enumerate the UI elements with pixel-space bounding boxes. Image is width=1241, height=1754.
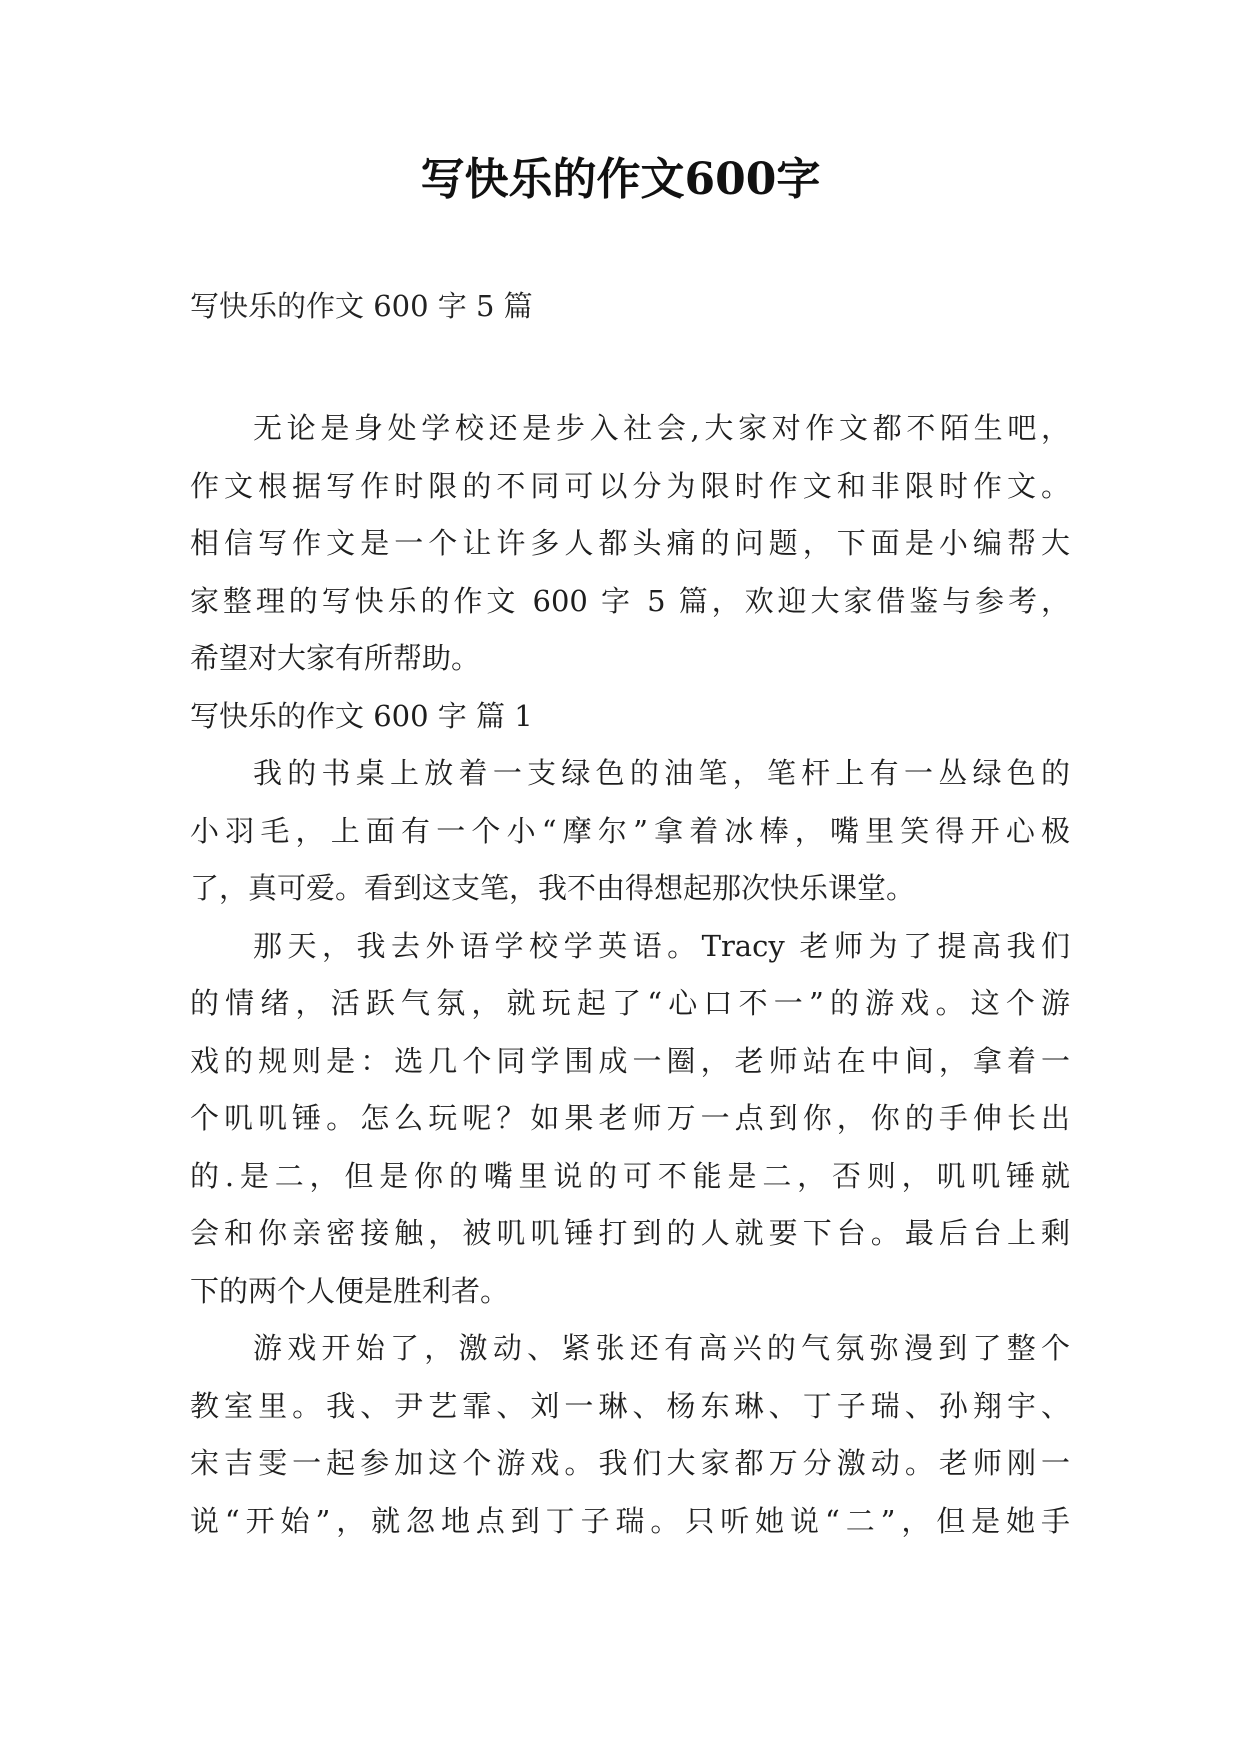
body-line: 下的两个人便是胜利者。 (190, 1273, 510, 1308)
document-subtitle: 写快乐的作文 600 字 5 篇 (190, 289, 533, 323)
body-line: 写快乐的作文 600 字 篇 1 (190, 698, 533, 733)
body-line: 家整理的写快乐的作文 600 字 5 篇，欢迎大家借鉴与参考， (190, 583, 1070, 618)
body-line: 小羽毛，上面有一个小“摩尔”拿着冰棒，嘴里笑得开心极 (190, 813, 1070, 848)
body-line: 说“开始”，就忽地点到丁子瑞。只听她说“二”，但是她手 (190, 1503, 1070, 1538)
body-line: 宋吉雯一起参加这个游戏。我们大家都万分激动。老师刚一 (190, 1446, 1070, 1480)
body-line: 了，真可爱。看到这支笔，我不由得想起那次快乐课堂。 (190, 871, 916, 905)
body-line: 相信写作文是一个让许多人都头痛的问题，下面是小编帮大 (190, 526, 1070, 560)
body-line: 的.是二，但是你的嘴里说的可不能是二，否则，叽叽锤就 (190, 1158, 1070, 1193)
document-title: 写快乐的作文600字 (420, 154, 821, 205)
body-line: 无论是身处学校还是步入社会,大家对作文都不陌生吧， (253, 411, 1070, 445)
body-line: 戏的规则是：选几个同学围成一圈，老师站在中间，拿着一 (190, 1043, 1070, 1078)
body-line: 作文根据写作时限的不同可以分为限时作文和非限时作文。 (190, 468, 1070, 503)
body-line: 希望对大家有所帮助。 (190, 641, 481, 675)
body-line: 的情绪，活跃气氛，就玩起了“心口不一”的游戏。这个游 (190, 986, 1070, 1020)
body-line: 我的书桌上放着一支绿色的油笔，笔杆上有一丛绿色的 (253, 756, 1070, 790)
body-line: 那天，我去外语学校学英语。Tracy 老师为了提高我们 (253, 928, 1070, 963)
body-line: 个叽叽锤。怎么玩呢？如果老师万一点到你，你的手伸长出 (190, 1101, 1070, 1135)
body-line: 教室里。我、尹艺霏、刘一琳、杨东琳、丁子瑞、孙翔宇、 (190, 1388, 1070, 1423)
document-body (190, 400, 1070, 1550)
body-line: 游戏开始了，激动、紧张还有高兴的气氛弥漫到了整个 (253, 1331, 1070, 1365)
body-line: 会和你亲密接触，被叽叽锤打到的人就要下台。最后台上剩 (190, 1216, 1070, 1250)
